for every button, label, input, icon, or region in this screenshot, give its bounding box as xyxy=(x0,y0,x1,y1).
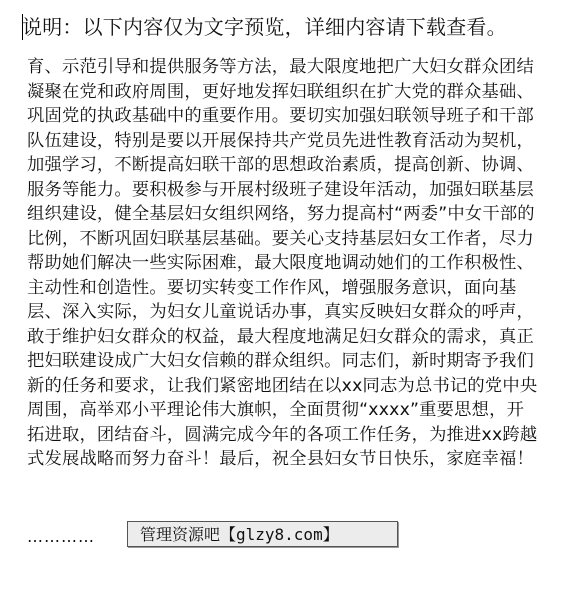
document-body-text: 育、示范引导和提供服务等方法，最大限度地把广大妇女群众团结凝聚在党和政府周围，更好地发挥妇联组织在扩大党的群众基础、巩固党的执政基础中的重要作用。要切实加强妇联领导班子和干部队伍建设，特别是要以开展保持共产党员先进性教育活动为契机，加强学习，不断提高妇联干部的思想政治素质，提高创新、协调、服务等能力。要积极参与开展村级班子建设年活动，加强妇联基层组织建设，健全基层妇女组织网络，努力提高村“两委”中女干部的比例，不断巩固妇联基层基础。要关心支持基层妇女工作者，尽力帮助她们解决一些实际困难，最大限度地调动她们的工作积极性、主动性和创造性。要切实转变工作作风，增强服务意识，面向基层、深入实际，为妇女儿童说话办事，真实反映妇女群众的呼声，敢于维护妇女群众的权益，最大程度地满足妇女群众的需求，真正把妇联建设成广大妇女信赖的群众组织。同志们，新时期寄予我们新的任务和要求，让我们紧密地团结在以xx同志为总书记的党中央周围，高举邓小平理论伟大旗帜，全面贯彻“xxxx”重要思想，开拓进取，团结奋斗，圆满完成今年的各项工作任务，为推进xx跨越式发展战略而努力奋斗！最后，祝全县妇女节日快乐，家庭幸福！ xyxy=(27,57,538,469)
ellipsis-dots: ………… xyxy=(27,527,95,546)
preview-notice: 说明：以下内容仅为文字预览，详细内容请下载查看。 xyxy=(22,15,507,39)
site-watermark-label: 管理资源吧【glzy8.com】 xyxy=(127,521,398,547)
